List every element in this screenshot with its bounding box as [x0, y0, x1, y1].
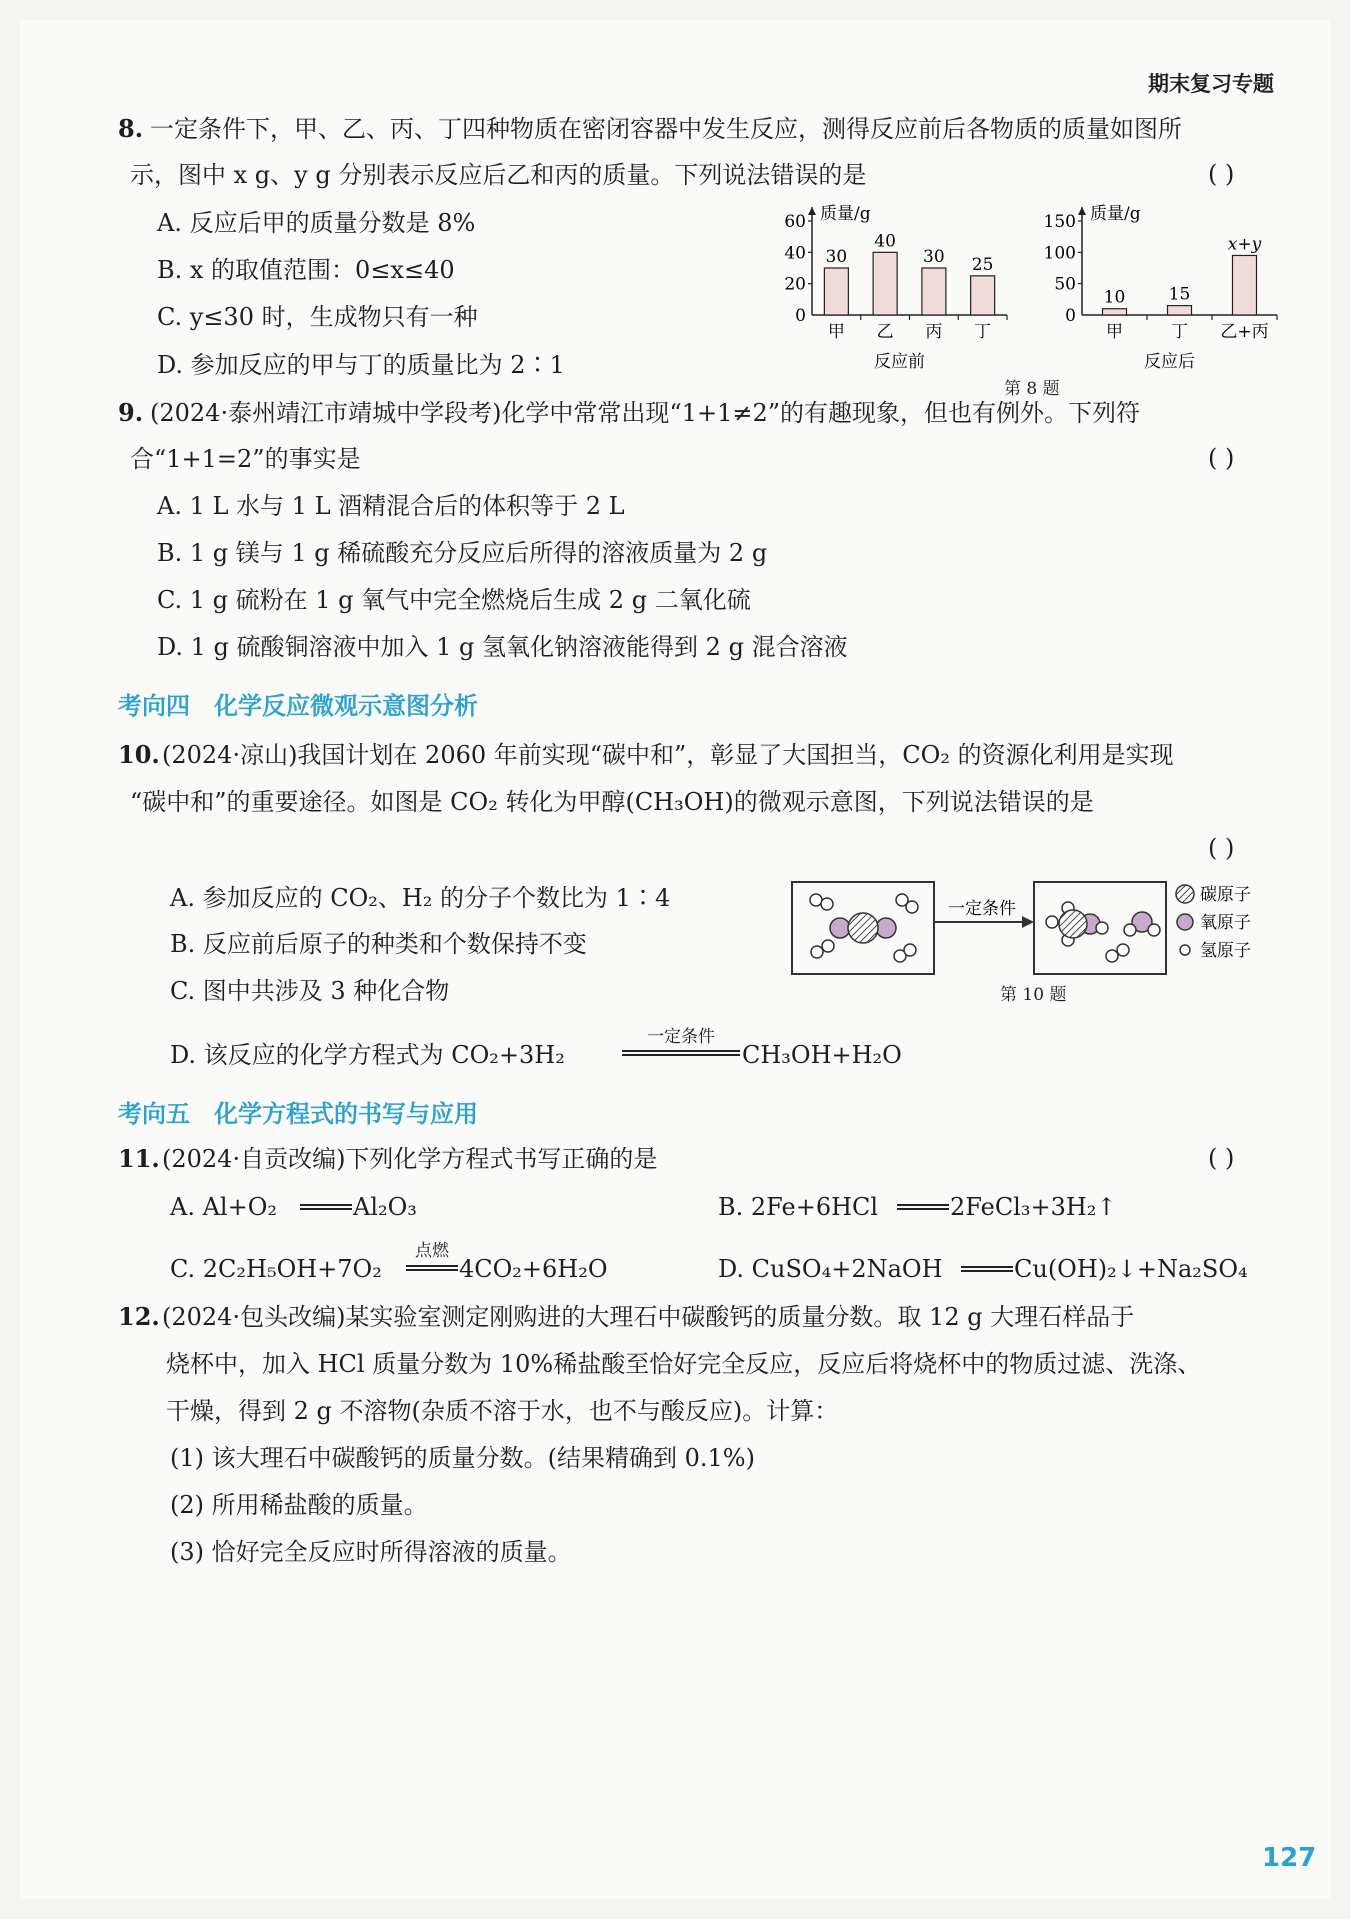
data-label: 10 [1103, 287, 1126, 308]
data-label: 25 [971, 254, 994, 275]
hydrogen-molecule-icon [896, 894, 918, 913]
bar [971, 276, 995, 315]
q11-option-b-right: 2FeCl₃+3H₂↑ [950, 1193, 1117, 1221]
page-number: 127 [1262, 1843, 1317, 1873]
q8-answer-paren: ( ) [1208, 160, 1235, 188]
water-molecule-icon [1124, 912, 1160, 936]
methanol-molecule-icon [1046, 902, 1108, 946]
q12-sub-1: (1) 该大理石中碳酸钙的质量分数。(结果精确到 0.1%) [170, 1444, 755, 1472]
y-tick-label: 50 [1054, 274, 1076, 295]
q9-line2: 合“1+1=2”的事实是 [130, 445, 361, 473]
q11-option-a-equals [300, 1204, 352, 1210]
bar [824, 268, 848, 315]
q10-option-d-right: CH₃OH+H₂O [742, 1041, 902, 1069]
section-heading-4: 考向四 化学反应微观示意图分析 [118, 692, 478, 720]
q11-line1: (2024·自贡改编)下列化学方程式书写正确的是 [162, 1145, 658, 1173]
hydrogen-molecule-icon [1106, 944, 1129, 962]
q12-sub-3: (3) 恰好完全反应时所得溶液的质量。 [170, 1538, 572, 1566]
chart-after-reaction [1030, 195, 1300, 375]
x-tick-label: 丙 [925, 322, 943, 342]
q11-option-c-condition: 点燃 [415, 1241, 449, 1261]
q8-option-a: A. 反应后甲的质量分数是 8% [157, 209, 476, 237]
hydrogen-molecule-icon [894, 944, 916, 962]
chart-title: 反应后 [1144, 352, 1195, 372]
header-title: 期末复习专题 [1148, 72, 1274, 96]
q10-option-b: B. 反应前后原子的种类和个数保持不变 [170, 930, 587, 958]
data-label: 40 [874, 231, 896, 252]
data-label: 15 [1168, 284, 1191, 305]
q9-option-c: C. 1 g 硫粉在 1 g 氧气中完全燃烧后生成 2 g 二氧化硫 [157, 586, 751, 614]
q11-option-c-left: C. 2C₂H₅OH+7O₂ [170, 1255, 382, 1283]
legend-oxygen: 氧原子 [1200, 913, 1251, 933]
y-tick-label: 20 [784, 274, 806, 295]
q12-line1: (2024·包头改编)某实验室测定刚购进的大理石中碳酸钙的质量分数。取 12 g 大理石样品于 [162, 1303, 1135, 1331]
q9-line1: (2024·泰州靖江市靖城中学段考)化学中常常出现“1+1≠2”的有趣现象，但也有例外。下列符 [150, 399, 1140, 427]
q8-number: 8. [118, 114, 144, 143]
carbon-atom-legend-icon [1176, 885, 1194, 903]
legend-carbon: 碳原子 [1200, 885, 1251, 905]
q9-answer-paren: ( ) [1208, 444, 1235, 472]
q10-option-d-left: D. 该反应的化学方程式为 CO₂+3H₂ [170, 1041, 565, 1069]
arrow-head-icon [1022, 916, 1034, 928]
q12-line3: 干燥，得到 2 g 不溶物(杂质不溶于水，也不与酸反应)。计算： [166, 1397, 839, 1425]
bar [1168, 306, 1192, 315]
y-tick-label: 60 [784, 212, 806, 232]
y-tick-label: 40 [784, 243, 806, 264]
x-tick-label: 丁 [974, 322, 992, 342]
y-axis-label: 质量/g [1090, 204, 1141, 224]
q10-option-c: C. 图中共涉及 3 种化合物 [170, 977, 450, 1005]
q11-option-d-equals [961, 1266, 1013, 1272]
q9-option-b: B. 1 g 镁与 1 g 稀硫酸充分反应后所得的溶液质量为 2 g [157, 539, 768, 567]
q10-line1: (2024·凉山)我国计划在 2060 年前实现“碳中和”，彰显了大国担当，CO₂ 的资源化利用是实现 [162, 741, 1174, 769]
q10-option-d-equals [622, 1050, 740, 1056]
chart-title: 反应前 [874, 352, 925, 372]
hydrogen-molecule-icon [810, 894, 833, 910]
q12-sub-2: (2) 所用稀盐酸的质量。 [170, 1491, 428, 1519]
arrow-label: 一定条件 [948, 899, 1016, 919]
q11-number: 11. [118, 1144, 160, 1173]
data-label: x+y [1227, 234, 1262, 255]
q8-option-b: B. x 的取值范围：0≤x≤40 [157, 256, 455, 284]
x-tick-label: 甲 [827, 322, 845, 342]
q11-option-c-right: 4CO₂+6H₂O [459, 1255, 608, 1283]
q10-number: 10. [118, 740, 160, 769]
q8-line1: 一定条件下，甲、乙、丙、丁四种物质在密闭容器中发生反应，测得反应前后各物质的质量如图所 [150, 115, 1182, 143]
oxygen-atom-legend-icon [1177, 914, 1193, 930]
legend-hydrogen: 氢原子 [1200, 941, 1251, 961]
x-tick-label: 乙+丙 [1220, 322, 1269, 342]
q12-line2: 烧杯中，加入 HCl 质量分数为 10%稀盐酸至恰好完全反应，反应后将烧杯中的物质过滤、洗涤、 [166, 1350, 1202, 1378]
q11-option-a-left: A. Al+O₂ [170, 1193, 278, 1221]
q11-option-b-equals [897, 1204, 949, 1210]
bar [922, 268, 946, 315]
y-tick-label: 150 [1043, 212, 1076, 232]
section-heading-5: 考向五 化学方程式的书写与应用 [118, 1100, 478, 1128]
data-label: 30 [923, 247, 945, 267]
q11-option-b-left: B. 2Fe+6HCl [718, 1193, 879, 1221]
hydrogen-molecule-icon [811, 940, 834, 958]
q10-answer-paren: ( ) [1208, 834, 1235, 862]
x-tick-label: 甲 [1106, 322, 1123, 342]
hydrogen-atom-legend-icon [1180, 945, 1190, 955]
q11-option-c-equals [406, 1265, 458, 1271]
q8-caption: 第 8 题 [1004, 379, 1060, 399]
y-axis-label: 质量/g [820, 204, 871, 224]
y-tick-label: 100 [1043, 243, 1076, 264]
chart-before-reaction [760, 195, 1030, 375]
q12-number: 12. [118, 1302, 160, 1331]
bar [873, 252, 897, 315]
q8-line2: 示，图中 x g、y g 分别表示反应后乙和丙的质量。下列说法错误的是 [130, 161, 867, 189]
q10-option-d-condition: 一定条件 [647, 1027, 715, 1047]
q8-option-d: D. 参加反应的甲与丁的质量比为 2∶1 [157, 351, 565, 379]
q9-option-a: A. 1 L 水与 1 L 酒精混合后的体积等于 2 L [157, 492, 625, 520]
q11-option-d-right: Cu(OH)₂↓+Na₂SO₄ [1014, 1255, 1248, 1283]
bar [1103, 309, 1127, 315]
q8-option-c: C. y≤30 时，生成物只有一种 [157, 303, 478, 331]
co2-molecule-icon [830, 913, 896, 943]
q11-answer-paren: ( ) [1208, 1144, 1235, 1172]
q10-caption: 第 10 题 [1000, 985, 1067, 1005]
q10-line2: “碳中和”的重要途径。如图是 CO₂ 转化为甲醇(CH₃OH)的微观示意图，下列说法错误的是 [130, 788, 1094, 816]
x-tick-label: 乙 [876, 322, 894, 342]
q10-micro-diagram [790, 870, 1310, 990]
q11-option-d-left: D. CuSO₄+2NaOH [718, 1255, 943, 1283]
q9-number: 9. [118, 398, 144, 427]
data-label: 30 [825, 247, 848, 267]
q10-option-a: A. 参加反应的 CO₂、H₂ 的分子个数比为 1∶4 [170, 884, 671, 912]
y-axis-arrow-icon [808, 207, 816, 215]
y-axis-arrow-icon [1078, 207, 1086, 215]
x-tick-label: 丁 [1171, 322, 1188, 342]
y-tick-label: 0 [1065, 306, 1076, 326]
y-tick-label: 0 [795, 306, 806, 326]
bar [1233, 255, 1257, 315]
q9-option-d: D. 1 g 硫酸铜溶液中加入 1 g 氢氧化钠溶液能得到 2 g 混合溶液 [157, 633, 848, 661]
q11-option-a-right: Al₂O₃ [353, 1193, 417, 1221]
